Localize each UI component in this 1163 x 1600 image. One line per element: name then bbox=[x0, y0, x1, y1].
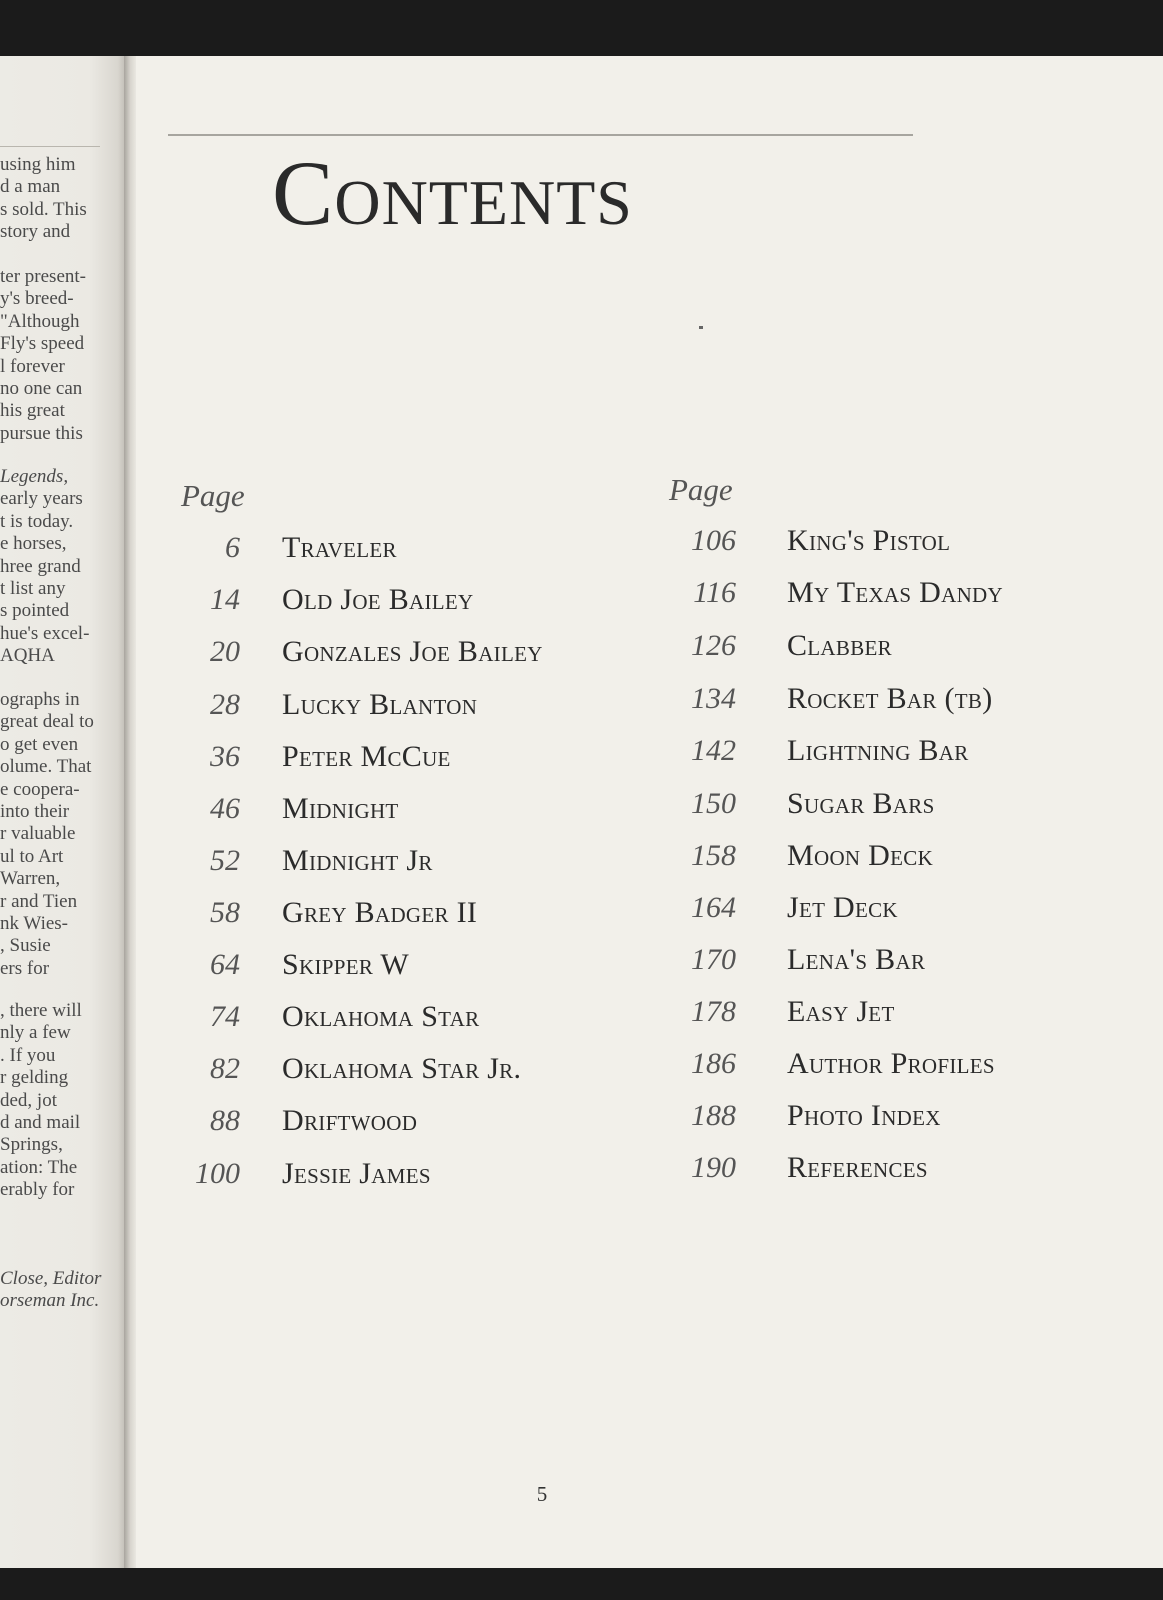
left-text-line: no one can bbox=[0, 378, 83, 400]
left-text-line: r and Tien bbox=[0, 890, 78, 912]
left-text-line: ter present- bbox=[0, 266, 86, 287]
left-text-line: orseman Inc. bbox=[0, 1290, 100, 1312]
toc-page-number: 74 bbox=[210, 1000, 240, 1033]
toc-page-number: 14 bbox=[210, 583, 240, 616]
left-text-line: o get even bbox=[0, 733, 79, 755]
left-text-line: t is today. bbox=[0, 510, 74, 532]
left-paragraph bbox=[0, 1000, 128, 1202]
left-text-line: , Susie bbox=[0, 935, 51, 957]
toc-title: Author Profiles bbox=[787, 1047, 995, 1080]
left-text-line: s sold. This bbox=[0, 198, 87, 220]
left-text-line: ographs in bbox=[0, 689, 80, 710]
toc-title: Lucky Blanton bbox=[282, 688, 478, 721]
toc-page-number: 178 bbox=[691, 995, 736, 1028]
left-paragraph bbox=[0, 266, 128, 445]
toc-title: Driftwood bbox=[282, 1104, 418, 1137]
left-text-line: y's breed- bbox=[0, 288, 74, 310]
left-text-line: ers for bbox=[0, 957, 50, 979]
toc-title: Old Joe Bailey bbox=[282, 583, 474, 616]
left-text-line: ded, jot bbox=[0, 1089, 57, 1111]
toc-title: Traveler bbox=[282, 531, 397, 564]
page-column-header-right: Page bbox=[669, 472, 733, 507]
left-text-line: e horses, bbox=[0, 533, 67, 555]
toc-page-number: 150 bbox=[691, 787, 736, 820]
toc-page-number: 134 bbox=[691, 682, 736, 715]
toc-title: Lightning Bar bbox=[787, 734, 969, 767]
left-text-line: story and bbox=[0, 221, 71, 243]
toc-page-number: 88 bbox=[210, 1104, 240, 1137]
page-title: Contents bbox=[272, 142, 633, 244]
left-text-line: e coopera- bbox=[0, 778, 80, 800]
toc-title: Midnight bbox=[282, 792, 399, 825]
left-text-line: Close, Editor bbox=[0, 1268, 102, 1289]
left-page bbox=[0, 56, 128, 1568]
toc-page-number: 100 bbox=[195, 1157, 240, 1190]
toc-page-number: 126 bbox=[691, 629, 736, 662]
left-text-line: nk Wies- bbox=[0, 913, 69, 935]
toc-page-number: 116 bbox=[693, 576, 736, 609]
left-page-rule bbox=[0, 146, 100, 147]
left-text-line: d a man bbox=[0, 176, 61, 198]
left-text-line: hree grand bbox=[0, 555, 81, 577]
toc-title: Sugar Bars bbox=[787, 787, 935, 820]
toc-title: Oklahoma Star Jr. bbox=[282, 1052, 522, 1085]
left-text-line: t list any bbox=[0, 578, 66, 600]
toc-page-number: 36 bbox=[210, 740, 240, 773]
toc-page-number: 170 bbox=[691, 943, 736, 976]
left-text-line: early years bbox=[0, 488, 83, 510]
toc-title: Skipper W bbox=[282, 948, 410, 981]
left-text-line: great deal to bbox=[0, 711, 94, 733]
toc-title: Clabber bbox=[787, 629, 892, 662]
toc-page-number: 186 bbox=[691, 1047, 736, 1080]
left-paragraph bbox=[0, 154, 128, 244]
toc-page-number: 158 bbox=[691, 839, 736, 872]
left-text-line: Legends, bbox=[0, 466, 69, 487]
left-text-line: hue's excel- bbox=[0, 622, 90, 644]
left-paragraph bbox=[0, 689, 128, 980]
toc-page-number: 188 bbox=[691, 1099, 736, 1132]
page-column-header-left: Page bbox=[181, 478, 245, 513]
left-text-line: nly a few bbox=[0, 1022, 71, 1044]
toc-title: Photo Index bbox=[787, 1099, 941, 1132]
left-text-line: r valuable bbox=[0, 823, 76, 845]
left-text-line: ation: The bbox=[0, 1156, 78, 1178]
toc-page-number: 190 bbox=[691, 1151, 736, 1184]
toc-title: Oklahoma Star bbox=[282, 1000, 480, 1033]
left-paragraph bbox=[0, 1268, 128, 1313]
toc-page-number: 82 bbox=[210, 1052, 240, 1085]
left-text-line: "Although bbox=[0, 310, 80, 332]
toc-page-number: 20 bbox=[210, 635, 240, 668]
left-text-line: , there will bbox=[0, 1000, 82, 1021]
toc-page-number: 106 bbox=[691, 524, 736, 557]
toc-title: Rocket Bar (tb) bbox=[787, 682, 993, 715]
book-spread bbox=[0, 56, 1163, 1568]
toc-title: My Texas Dandy bbox=[787, 576, 1003, 609]
left-text-line: Fly's speed bbox=[0, 333, 85, 355]
toc-title: King's Pistol bbox=[787, 524, 951, 557]
toc-title: Midnight Jr bbox=[282, 844, 433, 877]
left-text-line: pursue this bbox=[0, 422, 83, 444]
toc-page-number: 46 bbox=[210, 792, 240, 825]
left-text-line: olume. That bbox=[0, 756, 92, 778]
left-text-line: into their bbox=[0, 801, 70, 823]
left-text-line: s pointed bbox=[0, 600, 70, 622]
left-text-line: Warren, bbox=[0, 868, 61, 890]
toc-title: Jessie James bbox=[282, 1157, 431, 1190]
toc-title: Lena's Bar bbox=[787, 943, 926, 976]
toc-page-number: 164 bbox=[691, 891, 736, 924]
toc-title: Grey Badger II bbox=[282, 896, 478, 929]
toc-page-number: 58 bbox=[210, 896, 240, 929]
toc-page-number: 52 bbox=[210, 844, 240, 877]
stray-mark bbox=[699, 326, 703, 329]
toc-page-number: 6 bbox=[225, 531, 240, 564]
left-text-line: AQHA bbox=[0, 645, 55, 667]
left-text-line: Springs, bbox=[0, 1134, 63, 1156]
toc-title: Jet Deck bbox=[787, 891, 898, 924]
left-paragraph bbox=[0, 466, 128, 668]
toc-title: Moon Deck bbox=[787, 839, 934, 872]
left-text-line: . If you bbox=[0, 1044, 56, 1066]
toc-page-number: 142 bbox=[691, 734, 736, 767]
toc-title: References bbox=[787, 1151, 928, 1184]
left-text-line: l forever bbox=[0, 355, 65, 377]
toc-title: Gonzales Joe Bailey bbox=[282, 635, 543, 668]
toc-page-number: 64 bbox=[210, 948, 240, 981]
left-text-line: erably for bbox=[0, 1179, 75, 1201]
left-text-line: using him bbox=[0, 154, 76, 175]
left-text-line: ul to Art bbox=[0, 845, 64, 867]
left-text-line: his great bbox=[0, 400, 65, 422]
toc-title: Easy Jet bbox=[787, 995, 895, 1028]
toc-page-number: 28 bbox=[210, 688, 240, 721]
left-text-line: r gelding bbox=[0, 1067, 69, 1089]
left-text-line: d and mail bbox=[0, 1112, 81, 1134]
toc-title: Peter McCue bbox=[282, 740, 451, 773]
page-number: 5 bbox=[536, 1482, 548, 1506]
